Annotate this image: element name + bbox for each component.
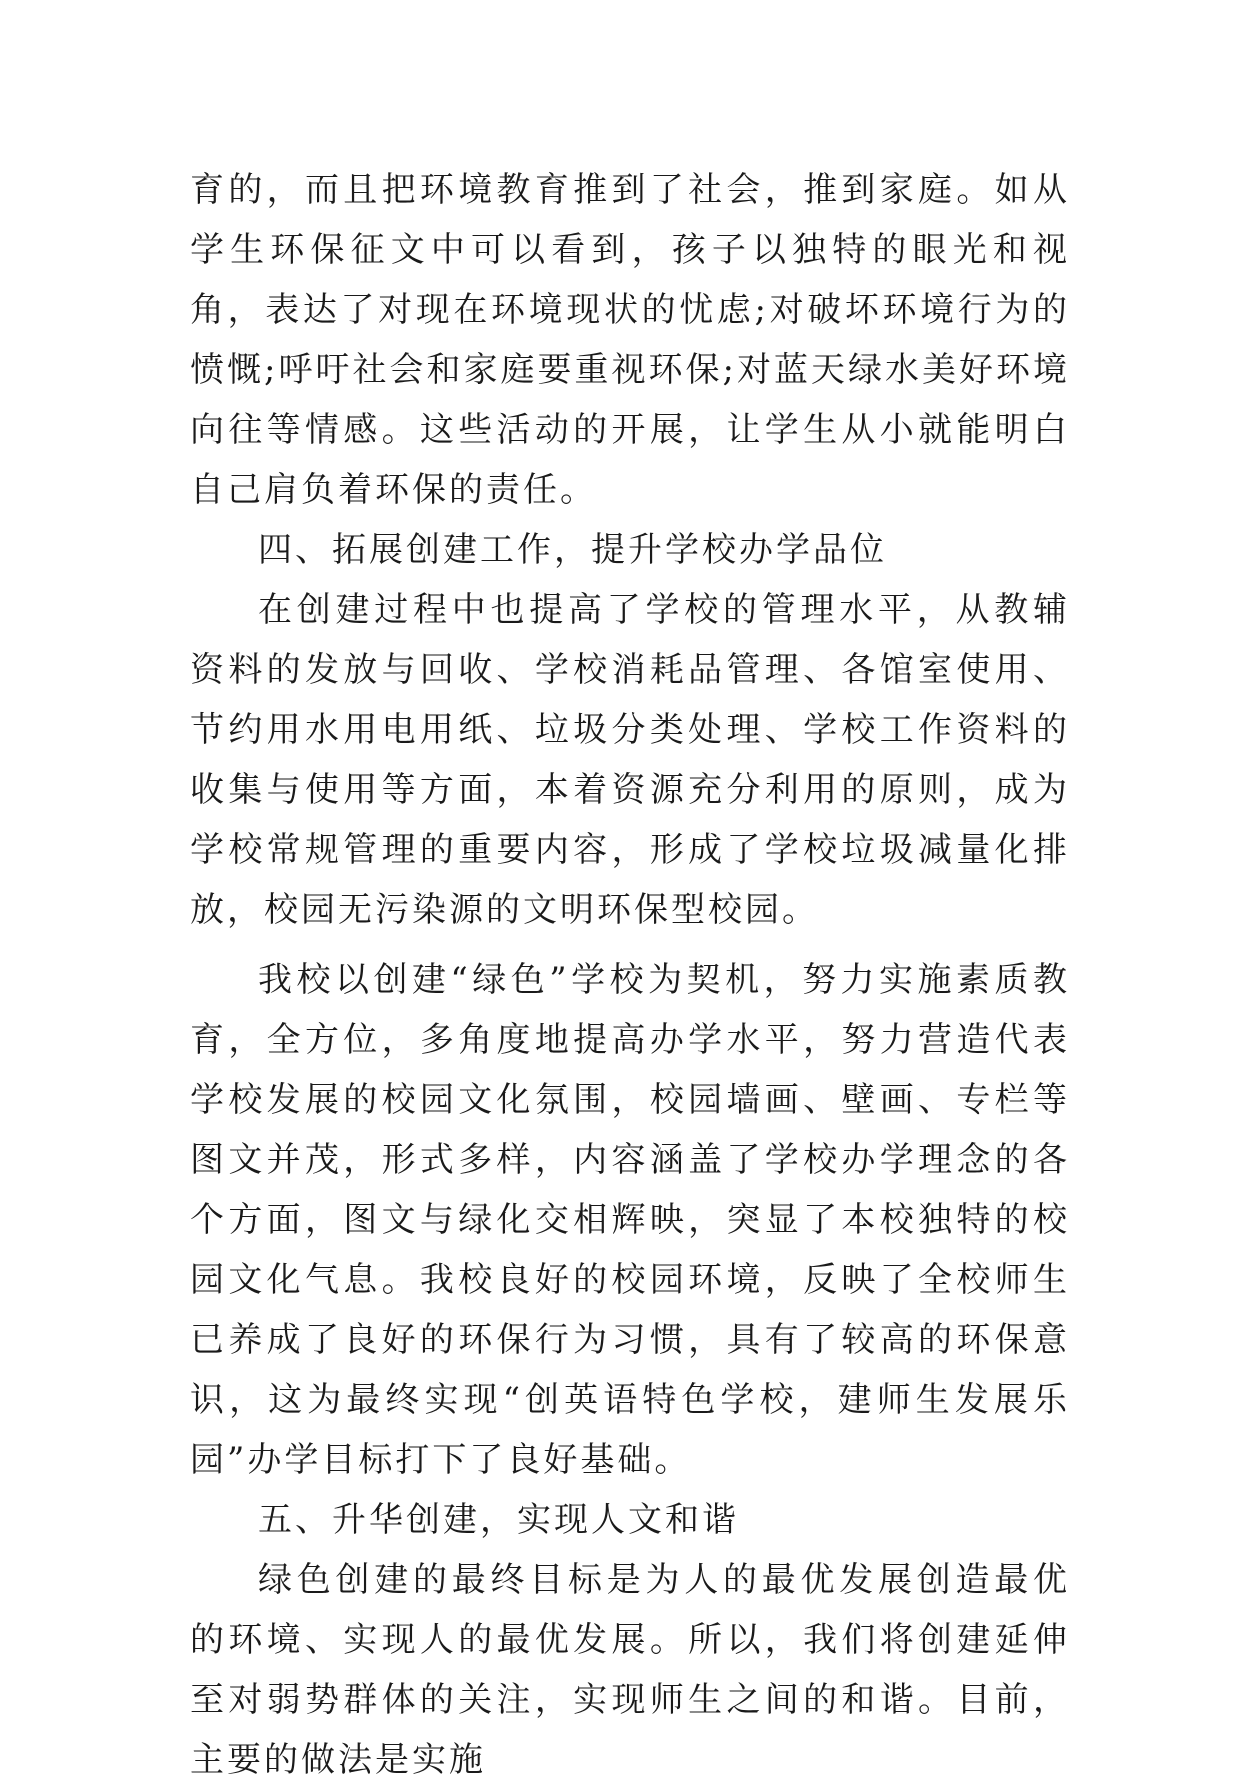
paragraph-green-school-culture: 我校以创建“绿色”学校为契机，努力实施素质教育，全方位，多角度地提高办学水平，努力营造代表学校发展的校园文化氛围，校园墙画、壁画、专栏等图文并茂，形式多样，内容涵盖了学校办学理念的各个方面，图文与绿化交相辉映，突显了本校独特的校园文化气息。我校良好的校园环境，反映了全校师生已养成了良好的环保行为习惯，具有了较高的环保意识，这为最终实现“创英语特色学校，建师生发展乐园”办学目标打下了良好基础。 [190, 960, 1070, 1480]
paragraph-school-management: 在创建过程中也提高了学校的管理水平，从教辅资料的发放与回收、学校消耗品管理、各馆室使用、节约用水用电用纸、垃圾分类处理、学校工作资料的收集与使用等方面，本着资源充分利用的原则，成为学校常规管理的重要内容，形成了学校垃圾减量化排放，校园无污染源的文明环保型校园。 [190, 590, 1070, 930]
paragraph-humanistic-harmony: 绿色创建的最终目标是为人的最优发展创造最优的环境、实现人的最优发展。所以，我们将创建延伸至对弱势群体的关注，实现师生之间的和谐。目前，主要的做法是实施 [190, 1560, 1070, 1780]
section-heading-five: 五、升华创建，实现人文和谐 [258, 1500, 739, 1540]
paragraph-env-education-continued: 育的，而且把环境教育推到了社会，推到家庭。如从学生环保征文中可以看到，孩子以独特的眼光和视角，表达了对现在环境现状的忧虑;对破坏环境行为的愤慨;呼吁社会和家庭要重视环保;对蓝天绿水美好环境向往等情感。这些活动的开展，让学生从小就能明白自己肩负着环保的责任。 [190, 170, 1070, 510]
document-body [190, 160, 1070, 1790]
section-heading-four: 四、拓展创建工作，提升学校办学品位 [258, 530, 887, 570]
